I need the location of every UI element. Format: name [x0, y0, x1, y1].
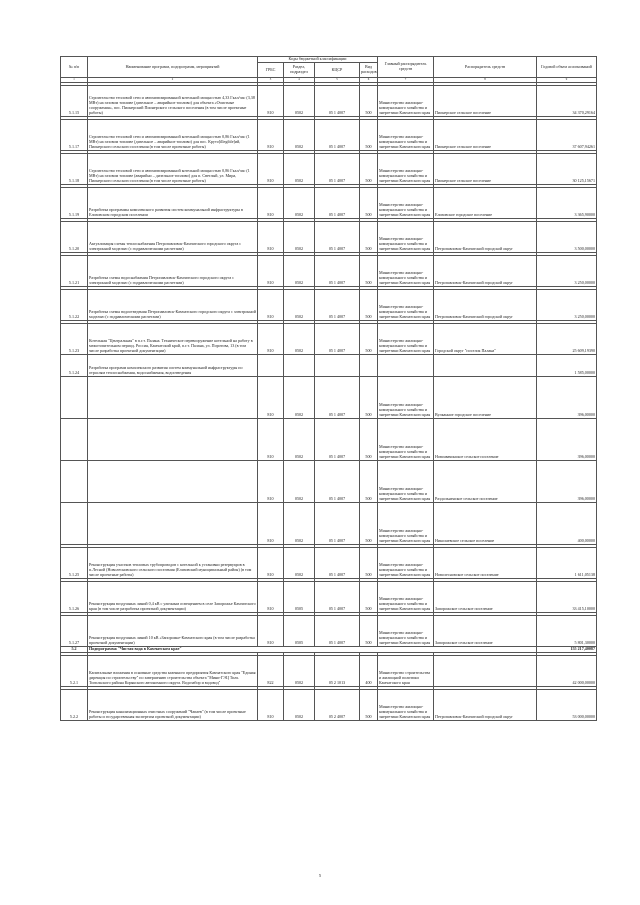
row-section: 0505 [284, 581, 315, 612]
table-row [61, 581, 597, 612]
col-index-cell: 8 [434, 78, 537, 83]
col-codes-header: Коды бюджетной классификации [258, 57, 378, 63]
row-csr: 05 1 4007 [315, 581, 360, 612]
row-amount: 3 250,00000 [537, 289, 597, 320]
row-number: 5.2.1 [61, 655, 88, 686]
row-csr: 05 1 4007 [315, 460, 360, 502]
row-grbs: 810 [258, 323, 284, 354]
row-main-manager: Министерство жилищно-коммунального хозяйства и энергетики Камчатского края [378, 323, 434, 354]
row-main-manager: Министерство жилищно-коммунального хозяйства и энергетики Камчатского края [378, 85, 434, 116]
row-manager: Раздольненское сельское поселение [434, 460, 537, 502]
row-csr: 05 1 4007 [315, 289, 360, 320]
col-manager-header: Распорядитель средств [434, 57, 537, 78]
row-amount: 37 607,94261 [537, 119, 597, 150]
row-main-manager: Министерство жилищно-коммунального хозяйства и энергетики Камчатского края [378, 460, 434, 502]
row-number: 5.1.15 [61, 85, 88, 116]
col-section-header: Раздел, подраздел [284, 63, 315, 78]
row-name: Капитальные вложения в основные средства казенного предприятия Камчатского края "Единая дирекция по строительству" по завершению строительства объекта "Мини-ГЭЦ Тиль Тигильского района Корякского автономного округа. Водозабор и водовод" [88, 655, 258, 686]
row-grbs: 810 [258, 460, 284, 502]
row-amount: 53 000,00000 [537, 689, 597, 720]
row-manager: Запорожское сельское поселение [434, 581, 537, 612]
table-row [61, 376, 597, 418]
row-main-manager: Министерство жилищно-коммунального хозяйства и энергетики Камчатского края [378, 221, 434, 252]
row-section: 0505 [284, 615, 315, 646]
row-amount: 34 370,29164 [537, 85, 597, 116]
row-grbs: 810 [258, 187, 284, 218]
row-manager: Петропавловск-Камчатский городской округ [434, 255, 537, 286]
row-section: 0502 [284, 376, 315, 418]
row-manager [434, 655, 537, 686]
row-manager: Запорожское сельское поселение [434, 615, 537, 646]
row-vr: 500 [360, 323, 378, 354]
row-amount: 25 609,19390 [537, 323, 597, 354]
row-main-manager: Министерство жилищно-коммунального хозяйства и энергетики Камчатского края [378, 153, 434, 184]
row-grbs: 810 [258, 221, 284, 252]
row-amount: 155 217,40087 [537, 646, 597, 652]
row-grbs: 810 [258, 689, 284, 720]
row-grbs: 810 [258, 289, 284, 320]
row-vr: 500 [360, 460, 378, 502]
row-number: 5.1.21 [61, 255, 88, 286]
row-csr: 05 2 1013 [315, 655, 360, 686]
row-name: Разработка программы комплексного развития систем коммунальной инфраструктуры в Елизовском городском поселении [88, 187, 258, 218]
row-amount: 1 585,00000 [537, 354, 597, 376]
row-vr: 500 [360, 187, 378, 218]
row-section: 0502 [284, 221, 315, 252]
table-row [61, 502, 597, 544]
col-no-header: № п/п [61, 57, 88, 78]
row-csr: 05 1 4007 [315, 418, 360, 460]
row-grbs: 810 [258, 85, 284, 116]
row-name: Строительство тепловой сети и автоматизированной котельной мощностью 4,33 Гкал/час (3,38 МВт) на газовом топливе (дизельное – аварийное топливо) для объекта «Очистные сооружения», пос. Пионерский Пионерского сельского поселения (в том числе проектные работы) [88, 85, 258, 116]
row-main-manager: Министерство жилищно-коммунального хозяйства и энергетики Камчатского края [378, 255, 434, 286]
row-grbs: 810 [258, 153, 284, 184]
row-manager: Елизовское городское поселение [434, 187, 537, 218]
row-name: Котельная "Центральная" в п.г.т. Палана. Техническое перевооружение котельной на работу в межотопительном период. Россия, Камчатский край, п.г.т. Палана, ул. Поротова, 13 (в том числе разработка проектной документации) [88, 323, 258, 354]
table-cell [61, 418, 88, 460]
row-name: Строительство тепловой сети и автоматизированной котельной мощностью 0,86 Гкал/час (1 МВт) на газовом топливе (дизельное – аварийное топливо) для пос. Круто[illegible]ий, Пионерского сельского поселения (в том числе проектные работы) [88, 119, 258, 150]
row-name: Реконструкция канализационных очистных сооружений "Чапаев" (в том числе проектные работы и государственная экспертиза проектной документации) [88, 689, 258, 720]
row-section: 0502 [284, 153, 315, 184]
row-main-manager: Министерство жилищно-коммунального хозяйства и энергетики Камчатского края [378, 119, 434, 150]
row-grbs: 810 [258, 255, 284, 286]
row-main-manager: Министерство жилищно-коммунального хозяйства и энергетики Камчатского края [378, 615, 434, 646]
row-section: 0502 [284, 655, 315, 686]
row-grbs: 810 [258, 581, 284, 612]
row-vr: 500 [360, 581, 378, 612]
row-csr: 05 1 4007 [315, 85, 360, 116]
row-vr: 500 [360, 289, 378, 320]
row-vr: 500 [360, 376, 378, 418]
table-cell [315, 354, 360, 376]
row-csr: 05 1 4007 [315, 221, 360, 252]
col-index-cell: 3 [258, 78, 284, 83]
row-manager: Пионерское сельское поселение [434, 119, 537, 150]
row-name: Разработка схемы водоотведения Петропавловск-Камчатского городского округа с электронной моделью (с гидравлическими расчетами) [88, 289, 258, 320]
col-amount-header: Годовой объем ассигнований [537, 57, 597, 78]
table-cell [360, 354, 378, 376]
row-vr: 500 [360, 153, 378, 184]
table-cell [434, 354, 537, 376]
row-main-manager: Министерство жилищно-коммунального хозяйства и энергетики Камчатского края [378, 418, 434, 460]
row-amount: 42 000,00000 [537, 655, 597, 686]
row-vr: 500 [360, 547, 378, 578]
row-amount: 3 500,00000 [537, 221, 597, 252]
row-number: 5.1.23 [61, 323, 88, 354]
row-csr: 05 1 4007 [315, 615, 360, 646]
row-number: 5.2 [61, 646, 88, 652]
row-manager: Петропавловск-Камчатский городской округ [434, 221, 537, 252]
row-amount: 1 611,05138 [537, 547, 597, 578]
row-number: 5.1.20 [61, 221, 88, 252]
row-name: Реконструкция участков тепловых трубопроводов с котельной к установки резервуаров в п.Лесной (Новолесновского сельского поселения (Елизовский муниципальный район) (в том числе проектные работы) [88, 547, 258, 578]
row-main-manager: Министерство жилищно-коммунального хозяйства и энергетики Камчатского края [378, 581, 434, 612]
table-cell [61, 460, 88, 502]
row-main-manager: Министерство жилищно-коммунального хозяйства и энергетики Камчатского края [378, 187, 434, 218]
row-main-manager: Министерство жилищно-коммунального хозяйства и энергетики Камчатского края [378, 689, 434, 720]
table-row [61, 418, 597, 460]
row-csr: 05 1 4007 [315, 187, 360, 218]
row-main-manager: Министерство строительства и жилищной политики Камчатского края [378, 655, 434, 686]
row-name: Строительство тепловой сети и автоматизированной котельной мощностью 0,86 Гкал/час (1 МВт) на газовом топливе (аварийно – дизельное топливо) для п. Светлый, ул. Мира, Пионерского сельского поселения (в том числе проектные работы) [88, 153, 258, 184]
row-manager: Пионерское сельское поселение [434, 153, 537, 184]
col-index-cell: 4 [284, 78, 315, 83]
col-index-cell: 7 [378, 78, 434, 83]
row-vr: 500 [360, 221, 378, 252]
row-manager: Николаевское сельское поселение [434, 502, 537, 544]
row-manager: Городской округ "поселок Палана" [434, 323, 537, 354]
col-name-header: Наименование программ, подпрограмм, мероприятий [88, 57, 258, 78]
col-main-manager-header: Главный распорядитель средств [378, 57, 434, 78]
row-manager: Вулканное городское поселение [434, 376, 537, 418]
table-cell [284, 354, 315, 376]
row-name: Реконструкция воздушных линий 0,4 кВ с уличным освещением в селе Запорожье Камчатского края (в том числе разработка проектной документации) [88, 581, 258, 612]
table-row [61, 460, 597, 502]
col-index-cell: 2 [88, 78, 258, 83]
row-amount: 396,00000 [537, 418, 597, 460]
row-section: 0502 [284, 255, 315, 286]
row-grbs: 822 [258, 655, 284, 686]
col-index-cell: 9 [537, 78, 597, 83]
row-amount: 33 415,10000 [537, 581, 597, 612]
row-grbs: 810 [258, 376, 284, 418]
row-vr: 500 [360, 255, 378, 286]
row-vr: 500 [360, 615, 378, 646]
row-csr: 05 1 4007 [315, 119, 360, 150]
table-cell [88, 418, 258, 460]
row-number: 5.2.2 [61, 689, 88, 720]
row-name: Реконструкция воздушных линий 10 кВ «Запорожье-Камчатского края (в том числе разработка проектной документации) [88, 615, 258, 646]
col-csr-header: КЦСР [315, 63, 360, 78]
row-manager: Новолесновское сельское поселение [434, 547, 537, 578]
row-csr: 05 2 4007 [315, 689, 360, 720]
table-row [61, 221, 597, 252]
row-section: 0502 [284, 119, 315, 150]
row-vr: 500 [360, 119, 378, 150]
table-cell [88, 376, 258, 418]
table-row [61, 187, 597, 218]
row-vr: 500 [360, 418, 378, 460]
row-grbs: 810 [258, 547, 284, 578]
table-row [61, 153, 597, 184]
row-csr: 05 1 4007 [315, 376, 360, 418]
row-number: 5.1.24 [61, 354, 88, 376]
row-section: 0502 [284, 187, 315, 218]
row-amount: 30 125,15671 [537, 153, 597, 184]
row-number: 5.1.27 [61, 615, 88, 646]
col-index-cell: 6 [360, 78, 378, 83]
table-row [61, 354, 597, 376]
page-number: 5 [318, 873, 322, 878]
row-vr: 500 [360, 85, 378, 116]
row-csr: 05 1 4007 [315, 255, 360, 286]
row-section: 0502 [284, 547, 315, 578]
table-cell [88, 502, 258, 544]
row-csr: 05 1 4007 [315, 547, 360, 578]
row-section: 0502 [284, 460, 315, 502]
row-manager: Петропавловск-Камчатский городской округ [434, 289, 537, 320]
row-vr: 500 [360, 689, 378, 720]
col-grbs-header: ГРБС [258, 63, 284, 78]
table-row [61, 689, 597, 720]
row-main-manager: Министерство жилищно-коммунального хозяйства и энергетики Камчатского края [378, 289, 434, 320]
row-grbs: 810 [258, 418, 284, 460]
row-grbs: 810 [258, 502, 284, 544]
row-section: 0502 [284, 689, 315, 720]
row-amount: 3 365,90000 [537, 187, 597, 218]
table-row [61, 547, 597, 578]
row-number: 5.1.18 [61, 153, 88, 184]
row-csr: 05 1 4007 [315, 502, 360, 544]
row-number: 5.1.26 [61, 581, 88, 612]
table-cell [88, 460, 258, 502]
row-main-manager: Министерство жилищно-коммунального хозяйства и энергетики Камчатского края [378, 502, 434, 544]
table-row [61, 323, 597, 354]
row-section: 0502 [284, 85, 315, 116]
row-amount: 396,00000 [537, 460, 597, 502]
table-cell [61, 502, 88, 544]
table-row [61, 85, 597, 116]
row-vr: 500 [360, 502, 378, 544]
row-main-manager: Министерство жилищно-коммунального хозяйства и энергетики Камчатского края [378, 376, 434, 418]
row-grbs: 810 [258, 119, 284, 150]
table-cell [258, 354, 284, 376]
row-name: Актуализация схемы теплоснабжения Петропавловск-Камчатского городского округа с электронной моделью (с гидравлическими расчетами) [88, 221, 258, 252]
table-row [61, 655, 597, 686]
row-name: Разработка схемы водоснабжения Петропавловск-Камчатского городского округа с электронной моделью (с гидравлическими расчетами) [88, 255, 258, 286]
row-section: 0502 [284, 289, 315, 320]
col-index-cell: 5 [315, 78, 360, 83]
row-main-manager: Министерство жилищно-коммунального хозяйства и энергетики Камчатского края [378, 547, 434, 578]
row-number: 5.1.17 [61, 119, 88, 150]
row-amount: 5 801,30000 [537, 615, 597, 646]
row-csr: 05 1 4007 [315, 153, 360, 184]
row-name: Разработка программ комплексного развития систем коммунальной инфраструктуры по отраслям теплоснабжения, водоснабжения, водоотведения [88, 354, 258, 376]
table-row [61, 615, 597, 646]
budget-table [60, 56, 597, 721]
table-row [61, 119, 597, 150]
col-index-cell: 1 [61, 78, 88, 83]
row-csr: 05 1 4007 [315, 323, 360, 354]
row-manager: Новоавачинское сельское поселение [434, 418, 537, 460]
row-grbs: 810 [258, 615, 284, 646]
row-vr: 400 [360, 655, 378, 686]
row-amount: 400,00000 [537, 502, 597, 544]
table-row [61, 289, 597, 320]
row-manager: Пионерское сельское поселение [434, 85, 537, 116]
row-number: 5.1.22 [61, 289, 88, 320]
row-number: 5.1.19 [61, 187, 88, 218]
row-amount: 396,00000 [537, 376, 597, 418]
row-amount: 3 250,00000 [537, 255, 597, 286]
row-section: 0502 [284, 418, 315, 460]
document-page [60, 56, 596, 721]
row-section: 0502 [284, 502, 315, 544]
row-name: Подпрограмма "Чистая вода в Камчатском крае" [88, 646, 537, 652]
table-row [61, 255, 597, 286]
row-number: 5.1.25 [61, 547, 88, 578]
table-cell [378, 354, 434, 376]
col-vr-header: Вид расходов [360, 63, 378, 78]
table-cell [61, 376, 88, 418]
row-manager: Петропавловск-Камчатский городской округ [434, 689, 537, 720]
row-section: 0502 [284, 323, 315, 354]
